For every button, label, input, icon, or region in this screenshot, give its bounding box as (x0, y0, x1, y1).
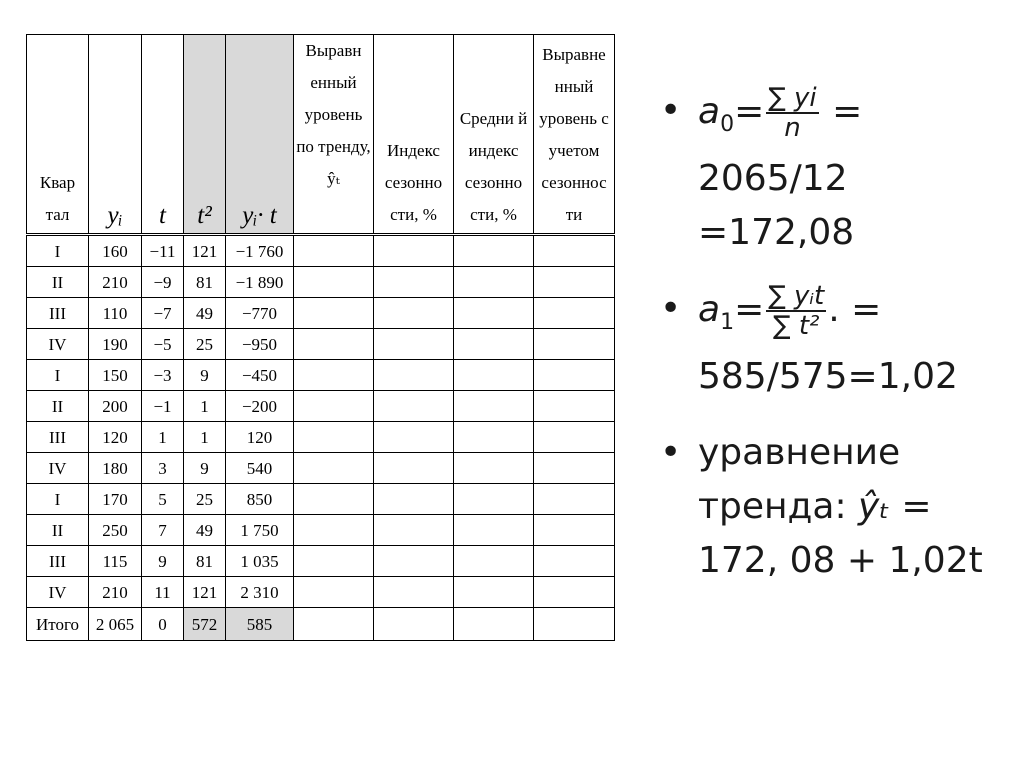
cell-yi: 150 (89, 360, 142, 391)
bullet-a1 (652, 282, 1012, 404)
cell-t: −7 (142, 298, 184, 329)
cell-t2: 9 (184, 453, 226, 484)
cell-empty (294, 422, 374, 453)
cell-t2: 9 (184, 360, 226, 391)
cell-quarter: II (27, 391, 89, 422)
a1-fraction (766, 282, 826, 340)
cell-yi: 210 (89, 577, 142, 608)
a0-denominator: n (784, 113, 801, 143)
cell-yi: 115 (89, 546, 142, 577)
cell-empty (534, 391, 615, 422)
a0-numerator: ∑ yi (768, 83, 817, 113)
cell-empty (534, 608, 615, 641)
cell-empty (454, 484, 534, 515)
cell-quarter: II (27, 515, 89, 546)
cell-yit: −200 (226, 391, 294, 422)
a0-equals: = (734, 91, 765, 132)
cell-empty (374, 515, 454, 546)
a1-denominator: ∑ t² (773, 311, 820, 342)
cell-t2: 81 (184, 267, 226, 298)
cell-yit: −1 890 (226, 267, 294, 298)
cell-quarter: IV (27, 329, 89, 360)
cell-empty (454, 235, 534, 267)
cell-t: 9 (142, 546, 184, 577)
cell-t2: 1 (184, 391, 226, 422)
cell-empty (374, 422, 454, 453)
cell-empty (294, 329, 374, 360)
cell-empty (454, 360, 534, 391)
bullet-a0 (652, 84, 1012, 260)
a0-result: = 2065/12 =172,08 (698, 91, 863, 254)
cell-empty (454, 453, 534, 484)
cell-t: 11 (142, 577, 184, 608)
trend-yhat: ŷₜ (858, 486, 890, 528)
header-quarter: Квар тал (27, 35, 89, 235)
table-row (27, 422, 615, 453)
bullet-trend-equation (652, 426, 1012, 588)
cell-t2: 572 (184, 608, 226, 641)
cell-empty (374, 608, 454, 641)
cell-yit: −1 760 (226, 235, 294, 267)
cell-empty (534, 484, 615, 515)
cell-t: 5 (142, 484, 184, 515)
cell-yit: 540 (226, 453, 294, 484)
cell-empty (294, 391, 374, 422)
trend-label: уравнение тренда: (698, 432, 901, 528)
cell-t2: 25 (184, 329, 226, 360)
table-row (27, 298, 615, 329)
cell-quarter: III (27, 298, 89, 329)
cell-yi: 2 065 (89, 608, 142, 641)
a1-numerator: ∑ yᵢt (768, 281, 825, 312)
header-t2: t² (184, 35, 226, 235)
cell-yit: −770 (226, 298, 294, 329)
cell-quarter: Итого (27, 608, 89, 641)
a0-symbol: a (698, 91, 721, 132)
formula-bullets (652, 84, 1012, 610)
cell-empty (454, 267, 534, 298)
cell-yi: 110 (89, 298, 142, 329)
cell-t: 1 (142, 422, 184, 453)
table-row (27, 577, 615, 608)
cell-yi: 200 (89, 391, 142, 422)
cell-empty (534, 267, 615, 298)
cell-t: −9 (142, 267, 184, 298)
cell-empty (454, 546, 534, 577)
header-aligned-season: Выравне нный уровень с учетом сезоннос ти (534, 35, 615, 235)
cell-empty (294, 484, 374, 515)
cell-yi: 190 (89, 329, 142, 360)
cell-empty (374, 546, 454, 577)
cell-empty (534, 360, 615, 391)
cell-t2: 121 (184, 235, 226, 267)
cell-t: 7 (142, 515, 184, 546)
a1-subscript: 1 (720, 310, 735, 336)
cell-yit: 585 (226, 608, 294, 641)
table-row (27, 329, 615, 360)
cell-quarter: III (27, 422, 89, 453)
header-yit: yᵢ· t (226, 35, 294, 235)
cell-empty (294, 360, 374, 391)
cell-yi: 120 (89, 422, 142, 453)
cell-yit: 1 750 (226, 515, 294, 546)
cell-yi: 210 (89, 267, 142, 298)
cell-yit: 1 035 (226, 546, 294, 577)
cell-t: −3 (142, 360, 184, 391)
cell-yit: 120 (226, 422, 294, 453)
cell-t2: 81 (184, 546, 226, 577)
bullet-dot: • (660, 90, 682, 131)
cell-empty (374, 329, 454, 360)
cell-empty (374, 235, 454, 267)
cell-empty (534, 329, 615, 360)
cell-empty (534, 453, 615, 484)
cell-yi: 170 (89, 484, 142, 515)
cell-empty (534, 235, 615, 267)
cell-empty (374, 267, 454, 298)
cell-quarter: I (27, 484, 89, 515)
cell-t2: 1 (184, 422, 226, 453)
cell-yit: 2 310 (226, 577, 294, 608)
cell-empty (294, 577, 374, 608)
cell-empty (294, 298, 374, 329)
cell-empty (454, 577, 534, 608)
cell-t2: 25 (184, 484, 226, 515)
cell-empty (534, 422, 615, 453)
cell-empty (374, 391, 454, 422)
cell-empty (534, 515, 615, 546)
cell-quarter: IV (27, 577, 89, 608)
cell-empty (294, 546, 374, 577)
cell-empty (294, 453, 374, 484)
cell-quarter: I (27, 360, 89, 391)
cell-t2: 121 (184, 577, 226, 608)
cell-empty (454, 298, 534, 329)
header-yi: yᵢ (89, 35, 142, 235)
bullet-dot: • (660, 432, 682, 474)
cell-quarter: II (27, 267, 89, 298)
cell-t: 3 (142, 453, 184, 484)
cell-empty (374, 484, 454, 515)
cell-empty (374, 298, 454, 329)
bullet-dot: • (660, 288, 682, 330)
cell-empty (374, 360, 454, 391)
table-row (27, 267, 615, 298)
table-total-row (27, 608, 615, 641)
cell-yit: −950 (226, 329, 294, 360)
cell-empty (454, 608, 534, 641)
table-row (27, 484, 615, 515)
cell-empty (454, 391, 534, 422)
cell-empty (534, 546, 615, 577)
trend-formula: = 172, 08 + 1,02t (698, 486, 983, 582)
a1-symbol: a (698, 289, 721, 331)
cell-t2: 49 (184, 515, 226, 546)
cell-empty (454, 515, 534, 546)
header-aligned-trend: Выравн енный уровень по тренду, ŷₜ (294, 35, 374, 235)
table-row (27, 235, 615, 267)
cell-quarter: IV (27, 453, 89, 484)
table-row (27, 391, 615, 422)
table-row (27, 546, 615, 577)
cell-empty (534, 577, 615, 608)
header-t: t (142, 35, 184, 235)
cell-t: −1 (142, 391, 184, 422)
cell-t2: 49 (184, 298, 226, 329)
cell-empty (294, 515, 374, 546)
cell-empty (294, 608, 374, 641)
cell-empty (454, 329, 534, 360)
a1-result: . = 585/575=1,02 (698, 289, 958, 398)
table-row (27, 360, 615, 391)
cell-yi: 250 (89, 515, 142, 546)
header-avg-season-index: Средни й индекс сезонно сти, % (454, 35, 534, 235)
cell-yit: −450 (226, 360, 294, 391)
seasonality-table (26, 34, 615, 641)
cell-quarter: III (27, 546, 89, 577)
cell-empty (374, 577, 454, 608)
cell-t: 0 (142, 608, 184, 641)
table-row (27, 453, 615, 484)
a0-subscript: 0 (720, 112, 735, 138)
a0-fraction (766, 84, 818, 142)
header-season-index: Индекс сезонно сти, % (374, 35, 454, 235)
cell-yit: 850 (226, 484, 294, 515)
cell-empty (374, 453, 454, 484)
a1-equals: = (734, 289, 765, 331)
cell-t: −11 (142, 235, 184, 267)
cell-empty (294, 267, 374, 298)
cell-empty (294, 235, 374, 267)
cell-empty (454, 422, 534, 453)
cell-t: −5 (142, 329, 184, 360)
cell-empty (534, 298, 615, 329)
cell-yi: 160 (89, 235, 142, 267)
cell-yi: 180 (89, 453, 142, 484)
cell-quarter: I (27, 235, 89, 267)
table-row (27, 515, 615, 546)
